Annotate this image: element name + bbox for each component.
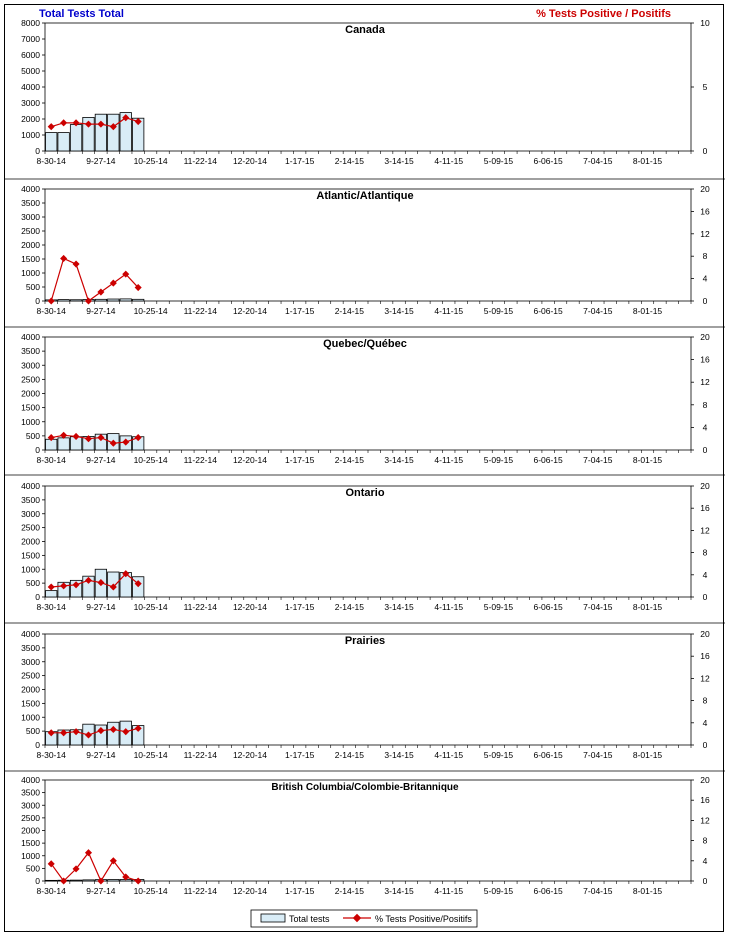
x-tick-label: 8-30-14 [36,156,66,166]
panel-1 [5,179,725,316]
y2-tick-label: 5 [702,82,708,92]
x-tick-label: 10-25-14 [133,750,168,760]
x-tick-label: 10-25-14 [133,886,168,896]
x-tick-label: 8-30-14 [36,750,66,760]
bar [58,438,69,450]
x-tick-label: 8-01-15 [632,455,663,465]
x-tick-label: 5-09-15 [483,455,514,465]
positivity-line [51,258,138,301]
x-tick-label: 7-04-15 [583,602,613,612]
y2-tick-label: 16 [700,206,710,217]
y2-tick-label: 12 [700,228,710,239]
x-tick-label: 8-30-14 [36,306,66,316]
y-tick-label: 7000 [21,34,40,44]
x-tick-label: 1-17-15 [285,602,315,612]
y-tick-label: 2000 [21,240,40,250]
bar [108,722,119,745]
bar [70,300,81,301]
x-tick-label: 4-11-15 [434,156,464,166]
y-tick-label: 2500 [21,670,40,681]
y2-tick-label: 12 [700,377,710,388]
y-tick-label: 3000 [21,508,40,519]
x-tick-label: 7-04-15 [583,750,613,760]
y2-tick-label: 4 [702,273,708,284]
x-tick-label: 8-01-15 [632,750,663,760]
y2-tick-label: 20 [700,184,710,194]
y-tick-label: 4000 [21,481,40,491]
x-tick-label: 6-06-15 [533,306,563,316]
x-tick-label: 5-09-15 [483,306,514,316]
bar [58,133,69,151]
line-point [48,297,55,304]
x-tick-label: 8-30-14 [36,602,66,612]
y2-tick-label: 0 [702,445,708,455]
line-point [60,119,67,126]
y-tick-label: 2000 [21,388,40,399]
y2-tick-label: 12 [700,525,710,536]
y-tick-label: 3500 [21,198,40,208]
plot-area [45,189,691,301]
y-tick-label: 500 [25,578,40,589]
x-tick-label: 12-20-14 [232,886,267,896]
x-tick-label: 9-27-14 [86,306,116,316]
panel-4 [5,623,725,760]
y-tick-label: 4000 [21,629,40,639]
y2-tick-label: 0 [702,146,708,156]
y-tick-label: 3500 [21,494,40,505]
x-tick-label: 3-14-15 [384,156,414,166]
y-tick-label: 0 [35,146,40,156]
x-tick-label: 4-11-15 [434,750,464,760]
x-tick-label: 6-06-15 [533,602,563,612]
x-tick-label: 2-14-15 [334,602,365,612]
left-axis-title: Total Tests Total [39,8,124,20]
y-tick-label: 3000 [21,800,40,811]
panel-2 [5,327,725,465]
x-tick-label: 2-14-15 [334,750,365,760]
y-tick-label: 2500 [21,812,40,823]
x-tick-label: 7-04-15 [583,306,613,316]
bar [58,300,69,301]
chart-svg [5,5,725,933]
y-tick-label: 3500 [21,787,40,798]
y2-tick-label: 4 [702,717,708,728]
legend [251,910,477,927]
plot-area [45,780,691,881]
x-tick-label: 12-20-14 [232,306,267,316]
bar [120,299,131,301]
y2-tick-label: 20 [700,775,710,785]
panel-5 [5,771,725,896]
y-tick-label: 2000 [21,825,40,836]
chart-frame [4,4,724,932]
bar [132,299,143,301]
bar [70,125,81,151]
x-tick-label: 11-22-14 [183,750,217,760]
y2-tick-label: 0 [702,592,708,602]
x-tick-label: 1-17-15 [285,156,315,166]
y2-tick-label: 0 [702,876,708,886]
y2-tick-label: 8 [702,547,708,558]
x-tick-label: 8-30-14 [36,455,66,465]
y2-tick-label: 16 [700,354,710,365]
x-tick-label: 8-30-14 [36,886,66,896]
y-tick-label: 1000 [21,850,40,861]
y-tick-label: 1500 [21,402,40,413]
y2-tick-label: 0 [702,296,708,306]
y-tick-label: 0 [35,592,40,602]
line-point [48,123,55,130]
x-tick-label: 4-11-15 [434,455,464,465]
plot-area [45,337,691,450]
y2-tick-label: 16 [700,503,710,514]
panel-title: Canada [345,24,385,36]
x-tick-label: 6-06-15 [533,886,563,896]
bar [108,299,119,301]
y2-tick-label: 16 [700,795,710,806]
panel-title: Prairies [344,635,386,647]
right-axis-title: % Tests Positive / Positifs [536,8,671,20]
x-tick-label: 12-20-14 [232,156,267,166]
panel-title: Atlantic/Atlantique [316,190,414,202]
y-tick-label: 4000 [21,332,40,342]
bar [95,299,106,301]
y-tick-label: 3000 [21,656,40,667]
x-tick-label: 1-17-15 [285,455,315,465]
y-tick-label: 3000 [21,212,40,222]
y-tick-label: 1000 [21,130,40,140]
line-point [60,255,67,262]
y-tick-label: 500 [25,430,40,441]
line-point [135,877,142,884]
x-tick-label: 1-17-15 [285,306,315,316]
x-tick-label: 6-06-15 [533,750,563,760]
x-tick-label: 7-04-15 [583,886,613,896]
y2-tick-label: 20 [700,481,710,491]
x-tick-label: 7-04-15 [583,455,613,465]
y2-tick-label: 8 [702,835,708,846]
y-tick-label: 5000 [21,66,40,76]
y2-tick-label: 20 [700,332,710,342]
x-tick-label: 5-09-15 [483,886,514,896]
x-tick-label: 8-01-15 [632,886,663,896]
y2-tick-label: 4 [702,855,708,866]
y-tick-label: 3000 [21,360,40,371]
y2-tick-label: 12 [700,673,710,684]
x-tick-label: 8-01-15 [632,156,663,166]
bar [46,591,57,597]
y-tick-label: 1000 [21,416,40,427]
line-point [48,583,55,590]
panel-3 [5,475,725,612]
x-tick-label: 12-20-14 [232,750,267,760]
x-tick-label: 10-25-14 [133,602,168,612]
y-tick-label: 4000 [21,775,40,785]
x-tick-label: 11-22-14 [183,156,217,166]
x-tick-label: 3-14-15 [384,886,414,896]
x-tick-label: 12-20-14 [232,455,267,465]
x-tick-label: 4-11-15 [434,602,464,612]
x-tick-label: 9-27-14 [86,886,116,896]
y-tick-label: 1500 [21,254,40,264]
x-tick-label: 9-27-14 [86,455,116,465]
x-tick-label: 9-27-14 [86,750,116,760]
legend-line-label: % Tests Positive/Positifs [375,914,472,924]
x-tick-label: 2-14-15 [334,455,365,465]
x-tick-label: 4-11-15 [434,306,464,316]
y-tick-label: 3500 [21,346,40,357]
x-tick-label: 9-27-14 [86,156,116,166]
x-tick-label: 10-25-14 [133,156,168,166]
y-tick-label: 1000 [21,712,40,723]
x-tick-label: 10-25-14 [133,306,168,316]
x-tick-label: 8-01-15 [632,602,663,612]
x-tick-label: 1-17-15 [285,750,315,760]
y2-tick-label: 4 [702,569,708,580]
y-tick-label: 500 [25,282,40,292]
y-tick-label: 500 [25,726,40,737]
y-tick-label: 6000 [21,50,40,60]
bar [108,114,119,151]
x-tick-label: 11-22-14 [183,602,217,612]
y2-tick-label: 0 [702,740,708,750]
y-tick-label: 4000 [21,184,40,194]
x-tick-label: 6-06-15 [533,455,563,465]
x-tick-label: 12-20-14 [232,602,267,612]
panel-title: Ontario [345,487,385,499]
x-tick-label: 5-09-15 [483,156,514,166]
y2-tick-label: 8 [702,695,708,706]
y-tick-label: 3000 [21,98,40,108]
y2-tick-label: 8 [702,251,708,262]
x-tick-label: 9-27-14 [86,602,116,612]
legend-bar-label: Total tests [289,914,330,924]
panel-title: Quebec/Québec [323,338,407,350]
line-point [73,261,80,268]
y-tick-label: 8000 [21,18,40,28]
x-tick-label: 7-04-15 [583,156,613,166]
y-tick-label: 2000 [21,684,40,695]
y-tick-label: 2500 [21,374,40,385]
y-tick-label: 2500 [21,226,40,236]
y-tick-label: 0 [35,876,40,886]
y-tick-label: 4000 [21,82,40,92]
x-tick-label: 10-25-14 [133,455,168,465]
x-tick-label: 8-01-15 [632,306,663,316]
y-tick-label: 500 [25,863,40,874]
y2-tick-label: 16 [700,651,710,662]
bar [46,133,57,151]
y-tick-label: 1000 [21,564,40,575]
y-tick-label: 0 [35,740,40,750]
bar [95,114,106,151]
y2-tick-label: 20 [700,629,710,639]
y-tick-label: 2000 [21,114,40,124]
x-tick-label: 5-09-15 [483,750,514,760]
x-tick-label: 11-22-14 [183,306,217,316]
x-tick-label: 6-06-15 [533,156,563,166]
panel-0 [21,18,710,166]
x-tick-label: 3-14-15 [384,455,414,465]
x-tick-label: 2-14-15 [334,306,365,316]
y-tick-label: 0 [35,445,40,455]
y2-tick-label: 4 [702,422,708,433]
y2-tick-label: 8 [702,399,708,410]
x-tick-label: 2-14-15 [334,886,365,896]
bar [46,880,57,881]
bar [70,880,81,881]
x-tick-label: 4-11-15 [434,886,464,896]
x-tick-label: 3-14-15 [384,750,414,760]
legend-bar-swatch [261,914,285,922]
x-tick-label: 2-14-15 [334,156,365,166]
y-tick-label: 0 [35,296,40,306]
line-point [97,877,104,884]
y2-tick-label: 10 [700,18,710,28]
y-tick-label: 1500 [21,838,40,849]
y-tick-label: 3500 [21,642,40,653]
panel-title: British Columbia/Colombie-Britannique [271,782,459,793]
y-tick-label: 2000 [21,536,40,547]
y-tick-label: 1000 [21,268,40,278]
y2-tick-label: 12 [700,815,710,826]
bar [83,880,94,881]
x-tick-label: 11-22-14 [183,455,217,465]
x-tick-label: 3-14-15 [384,306,414,316]
y-tick-label: 1500 [21,698,40,709]
bar [108,879,119,881]
y-tick-label: 2500 [21,522,40,533]
y-tick-label: 1500 [21,550,40,561]
panels-group [5,18,725,896]
x-tick-label: 1-17-15 [285,886,315,896]
x-tick-label: 5-09-15 [483,602,514,612]
x-tick-label: 3-14-15 [384,602,414,612]
x-tick-label: 11-22-14 [183,886,217,896]
